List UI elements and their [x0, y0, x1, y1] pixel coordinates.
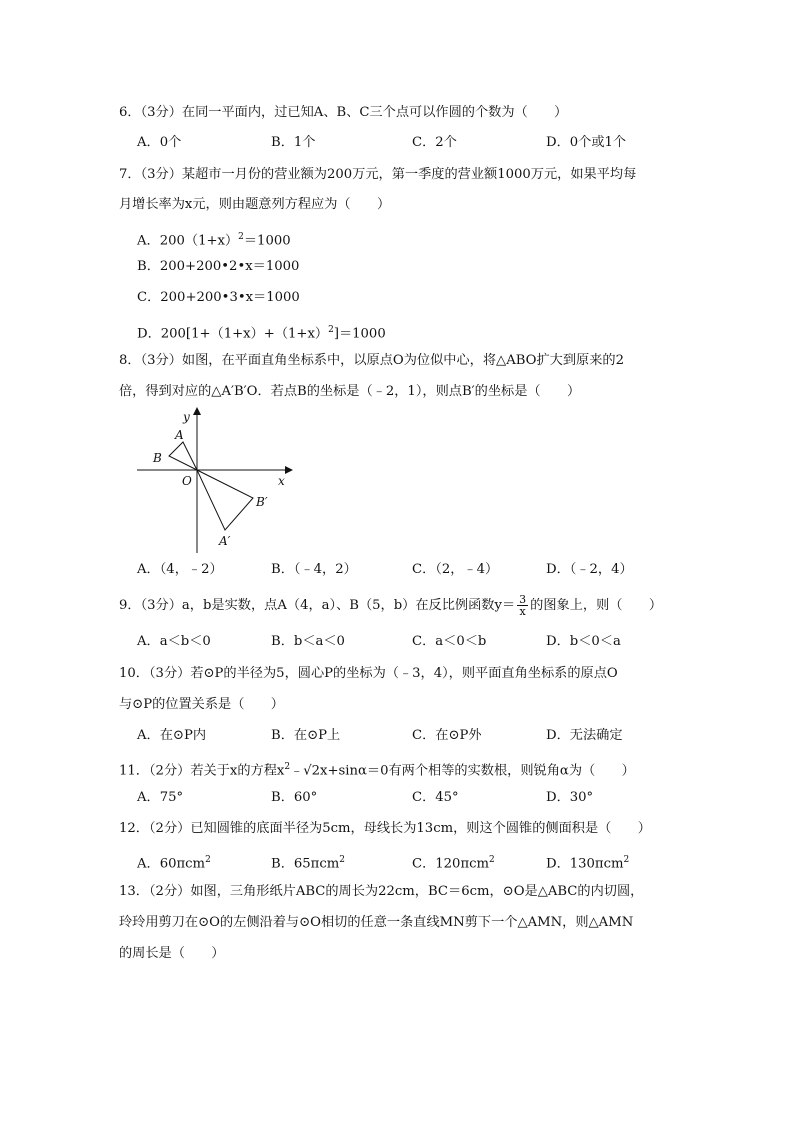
x-axis-arrow [285, 466, 293, 474]
label-x: x [278, 474, 285, 488]
q8-option-d: D．（﹣2，4） [546, 562, 633, 577]
q7-stem-line1: 7．（3分）某超市一月份的营业额为200万元，第一季度的营业额1000万元，如果平均每 [119, 167, 637, 182]
q11-option-a: A．75° [137, 790, 184, 805]
label-a: A [175, 428, 184, 442]
q9-option-d: D．b＜0＜a [546, 634, 621, 649]
q8-option-b: B．（﹣4，2） [271, 562, 357, 577]
q9-option-a: A．a＜b＜0 [137, 634, 211, 649]
q7-option-c: C．200+200•3•x＝1000 [137, 290, 300, 305]
label-b: B [153, 451, 162, 465]
q8-coordinate-figure [135, 405, 295, 555]
q7-option-a: A．$200(1+x)^2=1000$ [137, 232, 291, 249]
q12-option-c: C．120πcm$^2$ [412, 855, 495, 872]
label-o: O [182, 474, 192, 488]
q12-option-d: D．130πcm$^2$ [546, 855, 630, 872]
q12-stem: 12．（2分）已知圆锥的底面半径为5cm，母线长为13cm，则这个圆锥的侧面积是（ ） [119, 821, 651, 836]
q8-stem-line2: 倍，得到对应的△A′B′O．若点B的坐标是（﹣2，1），则点B′的坐标是（ ） [119, 384, 581, 399]
q10-option-c: C．在⊙P外 [412, 728, 482, 743]
q9-option-b: B．b＜a＜0 [271, 634, 345, 649]
q6-option-a: A．0个 [137, 135, 182, 150]
q6-option-d: D．0个或1个 [546, 135, 627, 150]
q6-option-b: B．1个 [271, 135, 316, 150]
q10-option-a: A．在⊙P内 [137, 728, 207, 743]
q10-option-b: B．在⊙P上 [271, 728, 341, 743]
q10-stem-line2: 与⊙P的位置关系是（ ） [119, 697, 284, 712]
label-y: y [183, 410, 190, 424]
q12-option-a: A．60πcm$^2$ [137, 855, 211, 872]
triangle-a2b2o [197, 470, 253, 530]
label-a-prime: A′ [219, 534, 231, 548]
q8-stem-line1: 8．（3分）如图，在平面直角坐标系中，以原点O为位似中心，将△ABO扩大到原来的2 [119, 353, 624, 368]
triangle-abo [169, 442, 197, 470]
q13-stem-line3: 的周长是（ ） [119, 946, 225, 961]
q11-option-c: C．45° [412, 790, 459, 805]
q9-fraction: $\frac{3}{x}$ [519, 593, 527, 618]
q11-option-d: D．30° [546, 790, 594, 805]
q9-stem: 9．（3分）a，b是实数，点A（4，a）、B（5，b）在反比例函数y＝ $\frac{3}{x}$ 的图象上，则（ ） [119, 593, 663, 618]
q9-option-c: C．a＜0＜b [412, 634, 487, 649]
q8-option-a: A．（4，﹣2） [137, 562, 223, 577]
q6-stem: 6．（3分）在同一平面内，过已知A、B、C三个点可以作圆的个数为（ ） [119, 105, 568, 120]
q13-stem-line2: 玲玲用剪刀在⊙O的左侧沿着与⊙O相切的任意一条直线MN剪下一个△AMN，则△AMN [119, 915, 634, 930]
q11-option-b: B．60° [271, 790, 318, 805]
q7-option-d: D．$200[1+(1+x)+(1+x)^2]=1000$ [137, 325, 386, 342]
q12-option-b: B．65πcm$^2$ [271, 855, 345, 872]
q10-stem-line1: 10．（3分）若⊙P的半径为5，圆心P的坐标为（﹣3，4），则平面直角坐标系的原点O [119, 666, 618, 681]
q6-option-c: C．2个 [412, 135, 457, 150]
y-axis-arrow [193, 407, 201, 415]
q8-option-c: C．（2，﹣4） [412, 562, 499, 577]
q11-stem: 11．（2分）若关于x的方程$x^2﹣√2x+\sin\alpha=0$有两个相等的实数根，则锐角α为（ ） [119, 762, 635, 779]
q7-stem-line2: 月增长率为x元，则由题意列方程应为（ ） [119, 197, 391, 212]
q7-option-b: B．200+200•2•x＝1000 [137, 259, 300, 274]
label-b-prime: B′ [256, 495, 268, 509]
q13-stem-line1: 13．（2分）如图，三角形纸片ABC的周长为22cm，BC＝6cm，⊙O是△ABC的内切圆， [119, 884, 644, 899]
q10-option-d: D．无法确定 [546, 728, 623, 743]
